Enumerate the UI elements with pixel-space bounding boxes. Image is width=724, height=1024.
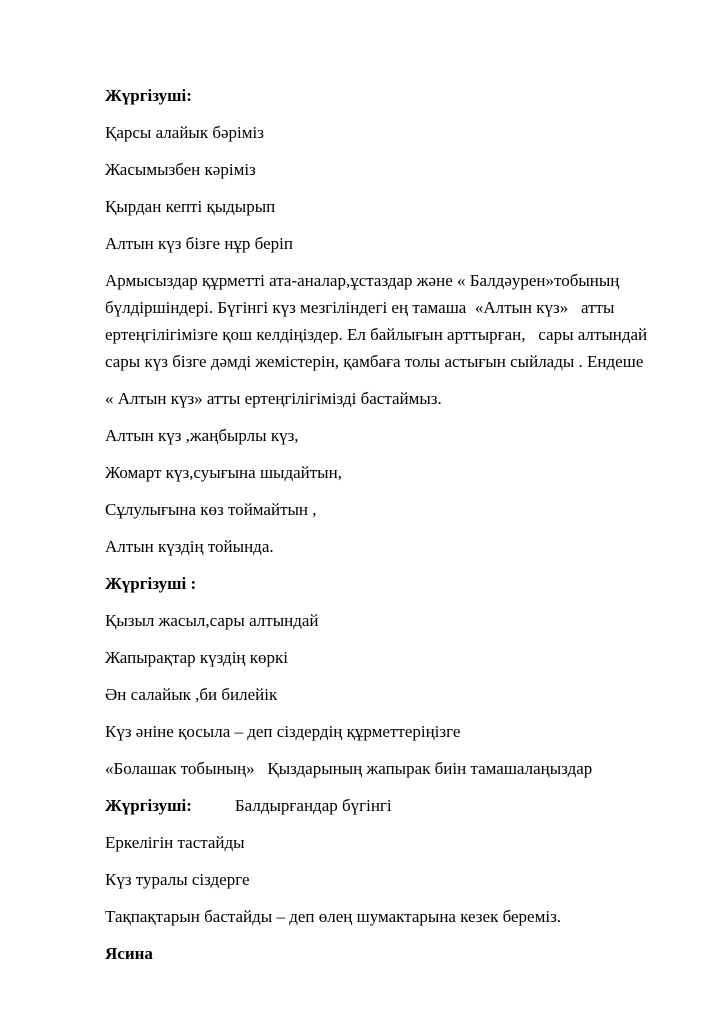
verse-line: Қызыл жасыл,сары алтындай — [105, 611, 319, 630]
verse-line: Жапырақтар күздің көркі — [105, 648, 289, 667]
speaker-label: Жүргізуші: — [105, 796, 192, 815]
verse-line: Күз туралы сіздерге — [105, 870, 250, 889]
verse-line: Алтын күз ,жаңбырлы күз, — [105, 426, 299, 445]
verse-line: Қырдан кепті қыдырып — [105, 197, 276, 216]
speaker-heading: Жүргізуші : — [105, 574, 197, 593]
verse-line: Қарсы алайык бәріміз — [105, 123, 264, 142]
verse-line: Жомарт күз,суығына шыдайтын, — [105, 463, 342, 482]
verse-line: Еркелігін тастайды — [105, 833, 245, 852]
verse-line: Сұлулығына көз тоймайтын , — [105, 500, 317, 519]
intro-paragraph: Армысыздар құрметті ата-аналар,ұстаздар және « Балдәурен»тобының бүлдіршіндері. Бүгінгі күз мезгіліндегі ең тамаша «Алтын күз» атты ертеңгілігімізге қош келдіңіздер. Ел байлығын арттырған, сары алтындай сары күз бізге дәмді жемістерін, қамбаға толы астығын сыйлады . Ендеше — [105, 271, 652, 371]
announcement-line: « Алтын күз» атты ертеңгілігімізді бастаймыз. — [105, 389, 442, 408]
speaker-line — [105, 792, 660, 819]
verse-line: Ән салайык ,би билейік — [105, 685, 278, 704]
verse-line: Алтын күз бізге нұр беріп — [105, 234, 293, 253]
verse-line: Алтын күздің тойында. — [105, 537, 274, 556]
verse-line: Жасымызбен кәріміз — [105, 160, 256, 179]
verse-line: Тақпақтарын бастайды – деп өлең шумактарына кезек береміз. — [105, 907, 562, 926]
speaker-text: Балдырғандар бүгінгі — [234, 796, 392, 815]
speaker-heading: Жүргізуші: — [105, 86, 192, 105]
document-content — [105, 82, 660, 967]
child-name-heading: Ясина — [105, 944, 153, 963]
verse-line: Күз әніне қосыла – деп сіздердің құрметтеріңізге — [105, 722, 461, 741]
dance-announcement-line: «Болашак тобының» Қыздарының жапырак биін тамашалаңыздар — [105, 759, 593, 778]
